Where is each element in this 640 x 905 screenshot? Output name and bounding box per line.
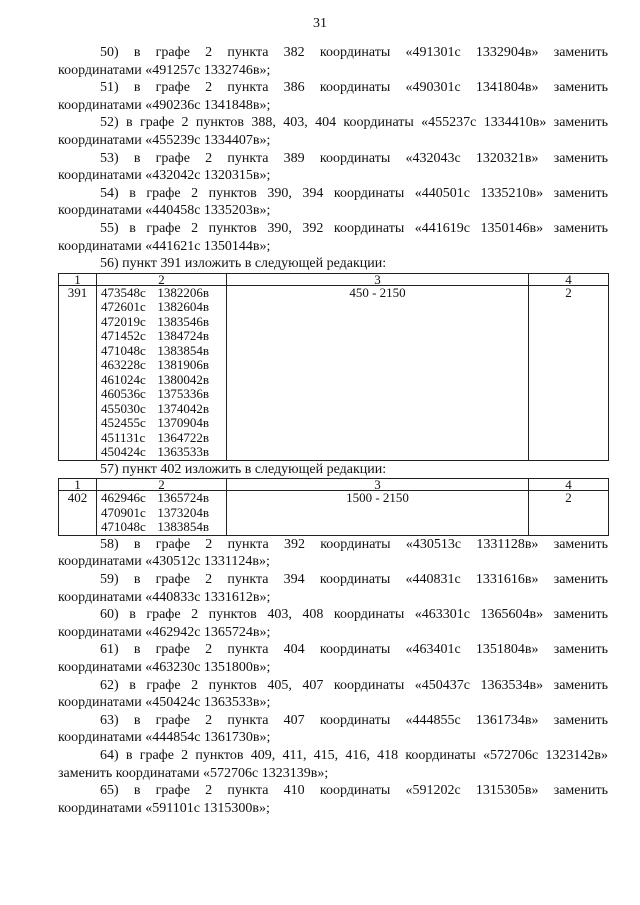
amendment-line-1: 55) в графе 2 пунктов 390, 392 координаты «441619с 1350146в» заменить — [100, 220, 608, 236]
amendment-line-2: координатами «432042с 1320315в»; — [58, 168, 271, 184]
amendment-paragraph — [58, 79, 608, 114]
page-number: 31 — [313, 16, 327, 31]
coordinate-row — [97, 431, 226, 446]
amendment-line-1: 62) в графе 2 пунктов 405, 407 координаты «450437с 1363534в» заменить — [100, 677, 608, 693]
coordinate-row — [97, 506, 226, 521]
latitude-value: 471452с — [101, 328, 146, 344]
coordinate-row — [97, 344, 226, 359]
amendment-paragraph — [58, 44, 608, 79]
longitude-value: 1382206в — [157, 284, 210, 300]
coordinate-row — [97, 520, 226, 535]
table-row — [59, 285, 609, 460]
amendment-line-2: координатами «440833с 1331612в»; — [58, 589, 271, 605]
latitude-value: 450424с — [101, 444, 146, 460]
coordinate-row — [97, 416, 226, 431]
item-57-heading: 57) пункт 402 изложить в следующей редакции: — [100, 461, 387, 477]
amendment-line-1: 59) в графе 2 пункта 394 координаты «440831с 1331616в» заменить — [100, 572, 608, 587]
col-header: 1 — [59, 273, 97, 285]
amendment-paragraph — [58, 220, 608, 255]
coordinate-row — [97, 445, 226, 460]
amendment-line-2: координатами «491257с 1332746в»; — [58, 62, 271, 78]
amendment-line-1: 60) в графе 2 пунктов 403, 408 координаты «463301с 1365604в» заменить — [100, 607, 608, 623]
coordinate-row — [97, 387, 226, 402]
point-number: 391 — [59, 285, 97, 460]
amendment-paragraph — [58, 641, 608, 676]
longitude-value: 1384724в — [157, 328, 210, 344]
coordinate-row — [97, 315, 226, 330]
longitude-value: 1382604в — [157, 299, 210, 315]
amendment-line-1: 52) в графе 2 пунктов 388, 403, 404 координаты «455237с 1334410в» заменить — [100, 115, 608, 131]
longitude-value: 1381906в — [157, 357, 210, 373]
latitude-value: 471048с — [101, 342, 146, 358]
amendment-line-2: координатами «450424с 1363533в»; — [58, 695, 271, 711]
amendment-line-1: 51) в графе 2 пункта 386 координаты «490301с 1341804в» заменить — [100, 80, 608, 96]
amendment-paragraph — [58, 150, 608, 185]
amendment-line-1: 65) в графе 2 пункта 410 координаты «591202с 1315305в» заменить — [100, 783, 608, 799]
longitude-value: 1375336в — [157, 386, 210, 402]
coordinate-row — [97, 329, 226, 344]
longitude-value: 1374042в — [157, 400, 210, 416]
coordinate-row — [97, 300, 226, 315]
amendment-paragraph — [58, 536, 608, 571]
amendment-line-2: координатами «490236с 1341848в»; — [58, 97, 271, 113]
col-header: 2 — [97, 479, 227, 491]
amendment-line-1: 54) в графе 2 пунктов 390, 394 координаты «440501с 1335210в» заменить — [100, 185, 608, 201]
longitude-value: 1370904в — [157, 415, 210, 431]
coordinate-row — [97, 402, 226, 417]
amendment-line-2: координатами «441621с 1350144в»; — [58, 238, 271, 254]
amendment-paragraph — [58, 606, 608, 641]
col-header: 2 — [97, 273, 227, 285]
coordinates-cell — [97, 491, 227, 536]
latitude-value: 462946с — [101, 490, 146, 506]
amendment-line-2: координатами «444854с 1361730в»; — [58, 730, 271, 746]
amendment-line-1: 50) в графе 2 пункта 382 координаты «491301с 1332904в» заменить — [100, 45, 608, 60]
amendment-paragraph — [58, 712, 608, 747]
amendment-paragraph — [58, 782, 608, 817]
longitude-value: 1365724в — [157, 490, 210, 506]
amendment-paragraph — [58, 571, 608, 606]
table-point-391 — [58, 273, 609, 461]
latitude-value: 472019с — [101, 313, 146, 329]
table-header-row — [59, 273, 609, 285]
height-range: 1500 - 2150 — [227, 491, 529, 536]
amendment-line-2: заменить координатами «572706с 1323139в»; — [58, 765, 329, 781]
point-number: 402 — [59, 491, 97, 536]
coordinate-row — [97, 286, 226, 301]
latitude-value: 473548с — [101, 284, 146, 300]
amendments-list-b — [58, 536, 608, 818]
coordinate-row — [97, 373, 226, 388]
longitude-value: 1383854в — [157, 342, 210, 358]
height-range: 450 - 2150 — [227, 285, 529, 460]
latitude-value: 461024с — [101, 371, 146, 387]
coordinate-row — [97, 491, 226, 506]
amendment-line-1: 53) в графе 2 пункта 389 координаты «432043с 1320321в» заменить — [100, 150, 608, 166]
amendment-line-2: координатами «455239с 1334407в»; — [58, 132, 271, 148]
coordinate-row — [97, 358, 226, 373]
amendment-paragraph — [58, 677, 608, 712]
amendment-line-1: 64) в графе 2 пунктов 409, 411, 415, 416, 418 координаты «572706с 1323142в» — [100, 747, 608, 763]
table-row — [59, 491, 609, 536]
amendment-line-1: 63) в графе 2 пункта 407 координаты «444855с 1361734в» заменить — [100, 712, 608, 728]
col-header: 4 — [529, 273, 609, 285]
amendment-paragraph — [58, 114, 608, 149]
amendment-line-2: координатами «591101с 1315300в»; — [58, 800, 270, 816]
amendments-list-a — [58, 44, 608, 255]
latitude-value: 463228с — [101, 357, 146, 373]
table-header-row — [59, 479, 609, 491]
amendment-line-2: координатами «440458с 1335203в»; — [58, 203, 271, 219]
longitude-value: 1383546в — [157, 313, 210, 329]
column-4-value: 2 — [529, 491, 609, 536]
col-header: 3 — [227, 273, 529, 285]
latitude-value: 460536с — [101, 386, 146, 402]
col-header: 1 — [59, 479, 97, 491]
amendment-line-2: координатами «462942с 1365724в»; — [58, 624, 271, 640]
longitude-value: 1363533в — [157, 444, 210, 460]
amendment-line-1: 61) в графе 2 пункта 404 координаты «463401с 1351804в» заменить — [100, 642, 608, 658]
amendment-line-2: координатами «463230с 1351800в»; — [58, 659, 271, 675]
document-body — [58, 44, 608, 817]
latitude-value: 452455с — [101, 415, 146, 431]
coordinates-cell — [97, 285, 227, 460]
amendment-paragraph — [58, 185, 608, 220]
longitude-value: 1380042в — [157, 371, 210, 387]
amendment-line-2: координатами «430512с 1331124в»; — [58, 554, 270, 570]
latitude-value: 451131с — [101, 429, 146, 445]
longitude-value: 1383854в — [157, 519, 210, 535]
col-header: 3 — [227, 479, 529, 491]
column-4-value: 2 — [529, 285, 609, 460]
latitude-value: 470901с — [101, 504, 146, 520]
amendment-paragraph — [58, 747, 608, 782]
col-header: 4 — [529, 479, 609, 491]
longitude-value: 1373204в — [157, 504, 210, 520]
table-point-402 — [58, 478, 609, 536]
latitude-value: 472601с — [101, 299, 146, 315]
item-56-heading: 56) пункт 391 изложить в следующей редакции: — [100, 256, 387, 272]
amendment-line-1: 58) в графе 2 пункта 392 координаты «430513с 1331128в» заменить — [100, 536, 608, 552]
latitude-value: 471048с — [101, 519, 146, 535]
latitude-value: 455030с — [101, 400, 146, 416]
longitude-value: 1364722в — [157, 429, 210, 445]
